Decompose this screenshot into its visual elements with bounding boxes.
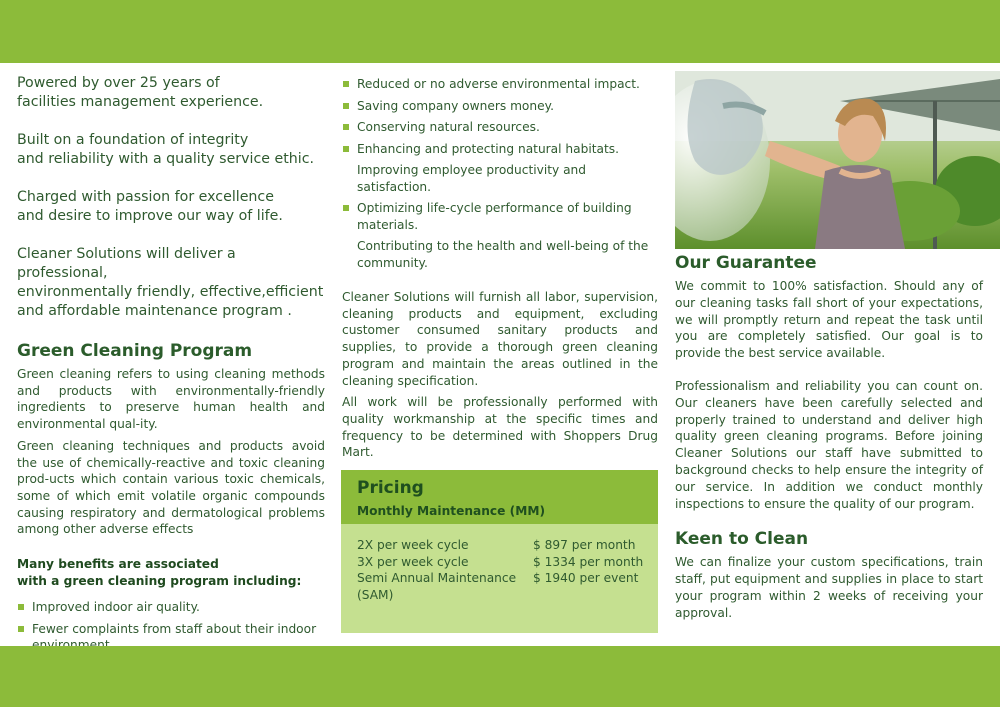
pricing-title: Pricing — [357, 478, 424, 498]
list-item — [342, 141, 658, 158]
intro-line: and affordable maintenance program . — [17, 303, 292, 319]
list-item-text: Enhancing and protecting natural habitats. — [357, 141, 619, 156]
intro-line: and reliability with a quality service ethic. — [17, 151, 315, 167]
price-plan: 3X per week cycle — [357, 554, 469, 569]
green-program-paragraph-2: Green cleaning techniques and products avoid the use of chemically-reactive and toxic cleaning prod-ucts which contain various toxic chemicals, some of which emit volatile organic compounds causing respiratory and dermatological problems among other adverse effects — [17, 438, 325, 537]
list-item — [342, 200, 658, 233]
pricing-header — [341, 470, 658, 524]
list-item-text: Conserving natural resources. — [357, 120, 540, 134]
photo-illustration — [675, 71, 1000, 249]
list-item — [342, 162, 658, 195]
list-item-text: Improved indoor air quality. — [32, 600, 200, 615]
intro-line: facilities management experience. — [17, 94, 264, 110]
top-green-band — [0, 0, 1000, 63]
list-item-text: Saving company owners money. — [357, 98, 554, 113]
price-table — [357, 537, 649, 603]
intro-line: Powered by over 25 years of — [17, 75, 220, 91]
intro-paragraph-3 — [17, 188, 325, 226]
list-item — [342, 119, 658, 136]
list-item — [342, 76, 658, 93]
green-program-heading: Green Cleaning Program — [17, 341, 253, 361]
list-item-text: Contributing to the health and well-being of the community. — [357, 239, 649, 270]
price-amount: $ 1334 per month — [533, 554, 644, 569]
list-item — [17, 599, 325, 616]
price-plan: 2X per week cycle — [357, 538, 469, 552]
list-item — [342, 98, 658, 115]
table-row — [357, 570, 649, 603]
intro-line: and desire to improve our way of life. — [17, 208, 283, 224]
bottom-green-band — [0, 646, 1000, 707]
list-item-text: Fewer complaints from staff about their indoor — [32, 621, 317, 636]
services-paragraph-1: Cleaner Solutions will furnish all labor, supervision, cleaning products and equipment, excluding customer consumed sanitary products and supplies, to provide a thorough green cleaning program and maintain the areas outlined in the cleaning specification. — [342, 290, 658, 388]
benefits-list-middle — [342, 76, 658, 271]
guarantee-heading: Our Guarantee — [675, 253, 817, 273]
bullet-square-icon — [343, 205, 349, 211]
keen-section — [675, 528, 983, 621]
benefits-heading-line: with a green cleaning program including: — [17, 573, 302, 588]
guarantee-paragraph-1: We commit to 100% satisfaction. Should any of our cleaning tasks fall short of your expectations, we will promptly return and repeat the task until you are completely satisfied. Our goal is to provide the best service available. — [675, 279, 983, 361]
intro-line: Charged with passion for excellence — [17, 189, 274, 205]
list-item — [342, 238, 658, 271]
cleaning-woman-photo — [675, 71, 1000, 249]
intro-line: environmentally friendly, effective,efficient — [17, 284, 324, 300]
benefits-heading-line: Many benefits are associated — [17, 557, 219, 572]
keen-paragraph: We can finalize your custom specifications, train staff, put equipment and supplies in place to start your program within 2 weeks of receiving your approval. — [675, 555, 983, 620]
intro-paragraph-2 — [17, 131, 325, 169]
intro-line: Cleaner Solutions will deliver a professional, — [17, 246, 236, 281]
bullet-square-icon — [343, 124, 349, 130]
table-row — [357, 554, 649, 571]
column-left — [17, 74, 325, 659]
guarantee-paragraph-2: Professionalism and reliability you can count on. Our cleaners have been carefully selected and properly trained to understand and deliver high quality green cleaning programs. Before joining Cleaner Solutions our staff have submitted to background checks to help ensure the integrity of our service. In addition we conduct monthly inspections to ensure the quality of our program. — [675, 378, 983, 511]
pricing-box — [341, 470, 658, 633]
benefits-heading — [17, 556, 325, 589]
bullet-square-icon — [343, 103, 349, 109]
bullet-square-icon — [343, 81, 349, 87]
intro-paragraph-4 — [17, 245, 325, 321]
pricing-subtitle: Monthly Maintenance (MM) — [357, 504, 546, 518]
list-item-text: Optimizing life-cycle performance of building materials. — [357, 201, 632, 232]
price-amount: $ 897 per month — [533, 538, 636, 552]
list-item-text: Reduced or no adverse environmental impact. — [357, 77, 640, 91]
price-amount: $ 1940 per event — [533, 571, 639, 585]
table-row — [357, 537, 649, 554]
intro-paragraph-1 — [17, 74, 325, 112]
bullet-square-icon — [18, 604, 24, 610]
price-plan: Semi Annual Maintenance (SAM) — [357, 571, 517, 602]
keen-heading: Keen to Clean — [675, 529, 809, 550]
list-item-text: Improving employee productivity and satisfaction. — [357, 163, 587, 194]
column-middle — [342, 76, 658, 466]
bullet-square-icon — [343, 146, 349, 152]
services-paragraph-2: All work will be professionally performed with quality workmanship at the specific times and frequency to be determined with Shoppers Drug Mart. — [342, 395, 658, 460]
intro-line: Built on a foundation of integrity — [17, 132, 249, 148]
green-program-paragraph-1: Green cleaning refers to using cleaning methods and products with environmentally-friendly ingredients to preserve human health and environmental qual-ity. — [17, 367, 325, 432]
bullet-square-icon — [18, 626, 24, 632]
column-right — [675, 252, 983, 638]
